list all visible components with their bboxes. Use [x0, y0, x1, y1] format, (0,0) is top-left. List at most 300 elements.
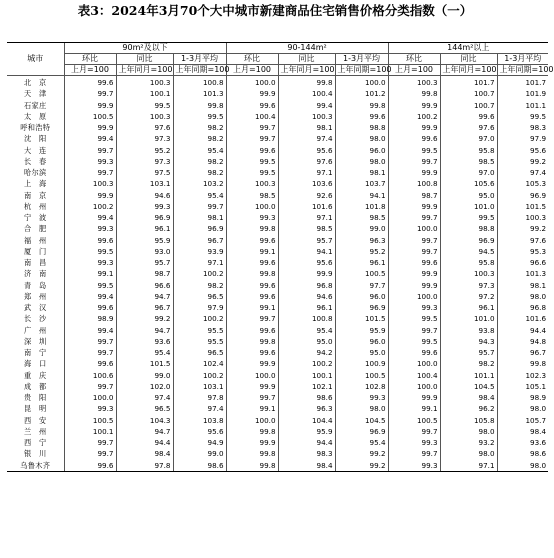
index-value-cell: 99.7: [64, 437, 116, 448]
city-name-cell: 武 汉: [24, 303, 47, 312]
index-value-cell: 100.9: [335, 358, 388, 369]
index-value-cell: 100.2: [173, 370, 226, 381]
city-name-cell: 宁 波: [24, 213, 47, 222]
base-header-prev-year-month: 上年同月=100: [440, 65, 497, 76]
index-value-cell: 97.1: [278, 167, 335, 178]
index-value-cell: 99.8: [226, 448, 278, 459]
group-header-large: 144m²以上: [388, 43, 548, 54]
index-value-cell: 101.3: [173, 88, 226, 99]
index-value-cell: 98.4: [116, 448, 173, 459]
index-value-cell: 94.8: [497, 336, 548, 347]
table-row: [7, 133, 548, 144]
city-name-cell: 深 圳: [24, 336, 47, 346]
index-value-cell: 95.4: [173, 190, 226, 201]
index-value-cell: 97.3: [440, 280, 497, 291]
index-value-cell: 103.1: [116, 178, 173, 189]
index-value-cell: 99.7: [226, 122, 278, 133]
index-value-cell: 92.6: [278, 190, 335, 201]
index-value-cell: 102.8: [335, 381, 388, 392]
index-value-cell: 96.8: [497, 302, 548, 313]
header-group-row: [7, 43, 548, 54]
table-row: [7, 280, 548, 291]
index-value-cell: 97.9: [497, 133, 548, 144]
table-row: [7, 358, 548, 369]
index-value-cell: 96.6: [497, 257, 548, 268]
index-value-cell: 99.1: [226, 246, 278, 257]
base-header-prev-year-period: 上年同期=100: [497, 65, 548, 76]
index-value-cell: 95.7: [116, 257, 173, 268]
index-value-cell: 99.6: [388, 257, 440, 268]
index-value-cell: 99.8: [173, 100, 226, 111]
index-value-cell: 99.6: [226, 280, 278, 291]
index-value-cell: 97.4: [173, 403, 226, 414]
index-value-cell: 101.5: [116, 358, 173, 369]
index-value-cell: 96.1: [278, 302, 335, 313]
index-value-cell: 101.6: [278, 201, 335, 212]
city-name-cell: 杭 州: [24, 201, 47, 211]
index-value-cell: 99.7: [64, 167, 116, 178]
header-sub-row: [7, 54, 548, 65]
index-value-cell: 97.0: [440, 133, 497, 144]
city-name-cell: 成 都: [24, 381, 47, 391]
index-value-cell: 100.2: [173, 313, 226, 324]
index-value-cell: 99.9: [388, 201, 440, 212]
city-name-cell: 昆 明: [24, 404, 47, 414]
index-value-cell: 99.5: [64, 280, 116, 291]
table-row: [7, 403, 548, 414]
index-value-cell: 98.6: [278, 392, 335, 403]
index-value-cell: 99.0: [173, 448, 226, 459]
index-value-cell: 101.0: [440, 201, 497, 212]
index-value-cell: 95.5: [173, 325, 226, 336]
index-value-cell: 93.9: [173, 246, 226, 257]
city-name-cell: 长 春: [24, 156, 47, 166]
base-header-prev-year-period: 上年同期=100: [173, 65, 226, 76]
index-value-cell: 96.9: [173, 223, 226, 234]
index-value-cell: 95.5: [173, 336, 226, 347]
index-value-cell: 104.3: [116, 415, 173, 426]
index-value-cell: 99.1: [226, 403, 278, 414]
table-row: [7, 223, 548, 234]
city-name-cell: 重 庆: [24, 370, 47, 380]
index-value-cell: 103.8: [173, 415, 226, 426]
city-name-cell: 银 川: [24, 449, 47, 459]
index-value-cell: 99.5: [388, 313, 440, 324]
index-value-cell: 98.9: [64, 313, 116, 324]
index-value-cell: 103.1: [173, 381, 226, 392]
index-value-cell: 98.5: [335, 212, 388, 223]
index-value-cell: 99.4: [64, 291, 116, 302]
index-value-cell: 96.7: [497, 347, 548, 358]
index-value-cell: 99.7: [226, 313, 278, 324]
index-value-cell: 96.8: [278, 280, 335, 291]
index-value-cell: 105.8: [440, 415, 497, 426]
index-value-cell: 99.4: [64, 325, 116, 336]
city-name-cell: 福 州: [24, 235, 47, 245]
index-value-cell: 101.1: [440, 370, 497, 381]
index-value-cell: 98.6: [173, 460, 226, 472]
table-row: [7, 88, 548, 99]
index-value-cell: 100.7: [440, 88, 497, 99]
city-name-cell: 厦 门: [24, 246, 47, 256]
base-header-prev-year-month: 上年同月=100: [116, 65, 173, 76]
index-value-cell: 100.1: [278, 370, 335, 381]
index-value-cell: 100.0: [388, 381, 440, 392]
index-value-cell: 105.1: [497, 381, 548, 392]
table-row: [7, 268, 548, 279]
index-value-cell: 99.3: [64, 156, 116, 167]
table-row: [7, 336, 548, 347]
index-value-cell: 94.6: [116, 190, 173, 201]
city-name-cell: 济 南: [24, 269, 47, 279]
table-row: [7, 145, 548, 156]
index-value-cell: 99.2: [335, 460, 388, 472]
city-name-cell: 南 京: [24, 190, 47, 200]
index-value-cell: 99.6: [440, 111, 497, 122]
index-value-cell: 99.6: [64, 76, 116, 89]
index-value-cell: 103.7: [335, 178, 388, 189]
index-value-cell: 97.1: [440, 460, 497, 472]
index-value-cell: 100.8: [173, 76, 226, 89]
table-row: [7, 381, 548, 392]
index-value-cell: 101.5: [497, 201, 548, 212]
table-row: [7, 212, 548, 223]
index-value-cell: 99.6: [226, 291, 278, 302]
index-value-cell: 99.6: [226, 257, 278, 268]
price-index-table: [7, 42, 554, 472]
index-value-cell: 96.1: [335, 257, 388, 268]
index-value-cell: 99.8: [278, 76, 335, 89]
index-value-cell: 99.8: [226, 426, 278, 437]
index-value-cell: 98.3: [278, 448, 335, 459]
index-value-cell: 95.4: [116, 347, 173, 358]
index-value-cell: 99.7: [388, 212, 440, 223]
index-value-cell: 104.5: [440, 381, 497, 392]
index-value-cell: 99.3: [64, 257, 116, 268]
group-header-small: 90m²及以下: [64, 43, 226, 54]
index-value-cell: 99.6: [64, 302, 116, 313]
index-value-cell: 97.8: [116, 460, 173, 472]
index-value-cell: 98.2: [173, 133, 226, 144]
index-value-cell: 96.7: [173, 235, 226, 246]
index-value-cell: 99.7: [226, 133, 278, 144]
index-value-cell: 99.6: [64, 460, 116, 472]
index-value-cell: 98.2: [173, 122, 226, 133]
sub-header-mom: 环比: [226, 54, 278, 65]
index-value-cell: 95.4: [335, 437, 388, 448]
index-value-cell: 95.7: [440, 347, 497, 358]
index-value-cell: 100.0: [335, 76, 388, 89]
index-value-cell: 101.5: [335, 313, 388, 324]
index-value-cell: 95.0: [278, 336, 335, 347]
table-row: [7, 178, 548, 189]
index-value-cell: 99.9: [64, 190, 116, 201]
index-value-cell: 101.1: [497, 100, 548, 111]
index-value-cell: 99.2: [335, 448, 388, 459]
index-value-cell: 93.8: [440, 325, 497, 336]
index-value-cell: 97.4: [497, 167, 548, 178]
city-name-cell: 青 岛: [24, 280, 47, 290]
index-value-cell: 97.3: [116, 133, 173, 144]
index-value-cell: 99.0: [335, 223, 388, 234]
index-value-cell: 98.0: [440, 448, 497, 459]
city-name-cell: 西 安: [24, 415, 47, 425]
index-value-cell: 100.3: [226, 178, 278, 189]
index-value-cell: 101.0: [440, 313, 497, 324]
index-value-cell: 99.6: [335, 111, 388, 122]
table-row: [7, 347, 548, 358]
sub-header-mom: 环比: [388, 54, 440, 65]
base-header-prev-month: 上月=100: [64, 65, 116, 76]
header-base-row: [7, 65, 548, 76]
index-value-cell: 99.6: [64, 358, 116, 369]
index-value-cell: 98.4: [440, 392, 497, 403]
sub-header-yoy: 同比: [440, 54, 497, 65]
index-value-cell: 99.6: [388, 347, 440, 358]
index-value-cell: 99.7: [388, 235, 440, 246]
index-value-cell: 93.6: [116, 336, 173, 347]
table-row: [7, 235, 548, 246]
base-header-prev-year-period: 上年同期=100: [335, 65, 388, 76]
table-body: [7, 76, 548, 472]
index-value-cell: 105.3: [497, 178, 548, 189]
index-value-cell: 101.7: [497, 76, 548, 89]
index-value-cell: 105.7: [497, 415, 548, 426]
index-value-cell: 99.9: [388, 392, 440, 403]
index-value-cell: 99.9: [226, 381, 278, 392]
sub-header-mom: 环比: [64, 54, 116, 65]
index-value-cell: 96.3: [278, 403, 335, 414]
index-value-cell: 97.7: [335, 280, 388, 291]
index-value-cell: 99.8: [226, 336, 278, 347]
index-value-cell: 98.1: [173, 212, 226, 223]
index-value-cell: 99.9: [64, 100, 116, 111]
index-value-cell: 98.3: [497, 122, 548, 133]
base-header-prev-month: 上月=100: [388, 65, 440, 76]
index-value-cell: 94.4: [497, 325, 548, 336]
index-value-cell: 99.6: [388, 133, 440, 144]
city-column-header: 城市: [7, 43, 64, 76]
index-value-cell: 99.2: [497, 223, 548, 234]
index-value-cell: 100.4: [278, 88, 335, 99]
index-value-cell: 99.6: [64, 235, 116, 246]
index-value-cell: 96.7: [116, 302, 173, 313]
index-value-cell: 95.0: [440, 190, 497, 201]
index-value-cell: 99.4: [278, 100, 335, 111]
index-value-cell: 99.3: [116, 201, 173, 212]
index-value-cell: 98.1: [497, 280, 548, 291]
table-row: [7, 370, 548, 381]
index-value-cell: 98.1: [278, 122, 335, 133]
index-value-cell: 99.7: [388, 156, 440, 167]
index-value-cell: 94.7: [116, 291, 173, 302]
city-name-cell: 南 昌: [24, 258, 47, 267]
index-value-cell: 100.3: [64, 178, 116, 189]
index-value-cell: 99.5: [388, 145, 440, 156]
index-value-cell: 94.1: [278, 246, 335, 257]
index-value-cell: 100.8: [278, 313, 335, 324]
index-value-cell: 99.6: [226, 347, 278, 358]
index-value-cell: 100.1: [116, 88, 173, 99]
index-value-cell: 95.2: [335, 246, 388, 257]
base-header-prev-year-month: 上年同月=100: [278, 65, 335, 76]
index-value-cell: 100.5: [335, 268, 388, 279]
index-value-cell: 101.7: [440, 76, 497, 89]
index-value-cell: 94.7: [116, 325, 173, 336]
index-value-cell: 96.9: [440, 235, 497, 246]
city-name-cell: 太 原: [24, 111, 47, 121]
index-value-cell: 99.8: [335, 100, 388, 111]
table-row: [7, 448, 548, 459]
index-value-cell: 99.7: [226, 392, 278, 403]
index-value-cell: 97.5: [116, 167, 173, 178]
city-name-cell: 天 津: [24, 89, 47, 99]
index-value-cell: 94.6: [278, 291, 335, 302]
index-value-cell: 99.6: [226, 145, 278, 156]
city-name-cell: 长 沙: [24, 314, 47, 324]
index-value-cell: 100.2: [173, 268, 226, 279]
city-name-cell: 沈 阳: [24, 134, 47, 144]
index-value-cell: 96.3: [335, 235, 388, 246]
index-value-cell: 99.6: [226, 325, 278, 336]
index-value-cell: 100.3: [116, 111, 173, 122]
index-value-cell: 99.4: [64, 212, 116, 223]
group-header-medium: 90-144m²: [226, 43, 388, 54]
index-value-cell: 98.7: [388, 190, 440, 201]
index-value-cell: 99.7: [388, 448, 440, 459]
index-value-cell: 95.9: [335, 325, 388, 336]
index-value-cell: 100.3: [278, 111, 335, 122]
index-value-cell: 99.3: [226, 212, 278, 223]
index-value-cell: 98.4: [497, 426, 548, 437]
city-name-cell: 大 连: [24, 145, 47, 155]
index-value-cell: 100.6: [64, 370, 116, 381]
sub-header-avg: 1-3月平均: [173, 54, 226, 65]
index-value-cell: 95.3: [497, 246, 548, 257]
index-value-cell: 100.2: [64, 201, 116, 212]
index-value-cell: 100.2: [388, 111, 440, 122]
index-value-cell: 99.5: [497, 111, 548, 122]
index-value-cell: 100.8: [388, 178, 440, 189]
index-value-cell: 99.5: [226, 156, 278, 167]
index-value-cell: 99.7: [173, 201, 226, 212]
index-value-cell: 102.4: [173, 358, 226, 369]
index-value-cell: 100.7: [440, 100, 497, 111]
index-value-cell: 95.6: [173, 426, 226, 437]
index-value-cell: 98.0: [335, 156, 388, 167]
index-value-cell: 95.2: [116, 145, 173, 156]
base-header-prev-month: 上月=100: [226, 65, 278, 76]
index-value-cell: 94.3: [440, 336, 497, 347]
index-value-cell: 96.6: [116, 280, 173, 291]
index-value-cell: 98.0: [497, 403, 548, 414]
index-value-cell: 99.9: [226, 437, 278, 448]
index-value-cell: 95.8: [440, 145, 497, 156]
index-value-cell: 98.4: [278, 460, 335, 472]
index-value-cell: 99.3: [388, 437, 440, 448]
index-value-cell: 97.2: [440, 291, 497, 302]
index-value-cell: 101.8: [335, 201, 388, 212]
sub-header-avg: 1-3月平均: [497, 54, 548, 65]
index-value-cell: 99.2: [116, 313, 173, 324]
sub-header-avg: 1-3月平均: [335, 54, 388, 65]
index-value-cell: 97.4: [116, 392, 173, 403]
index-value-cell: 99.5: [173, 111, 226, 122]
table-row: [7, 111, 548, 122]
index-value-cell: 93.0: [116, 246, 173, 257]
table-row: [7, 437, 548, 448]
index-value-cell: 96.1: [116, 223, 173, 234]
index-value-cell: 96.0: [335, 336, 388, 347]
index-value-cell: 98.1: [335, 167, 388, 178]
index-value-cell: 99.8: [388, 88, 440, 99]
index-value-cell: 99.9: [388, 100, 440, 111]
index-value-cell: 99.4: [64, 133, 116, 144]
index-value-cell: 99.3: [388, 460, 440, 472]
index-value-cell: 99.5: [440, 212, 497, 223]
index-value-cell: 97.6: [497, 235, 548, 246]
index-value-cell: 99.3: [335, 392, 388, 403]
table-row: [7, 167, 548, 178]
table-row: [7, 156, 548, 167]
index-value-cell: 96.0: [335, 291, 388, 302]
index-value-cell: 102.3: [497, 370, 548, 381]
index-value-cell: 95.4: [278, 325, 335, 336]
table-row: [7, 426, 548, 437]
index-value-cell: 100.5: [388, 415, 440, 426]
index-value-cell: 97.6: [440, 122, 497, 133]
index-value-cell: 100.5: [64, 415, 116, 426]
table-row: [7, 76, 548, 89]
city-name-cell: 兰 州: [24, 426, 47, 436]
index-value-cell: 98.2: [173, 280, 226, 291]
index-value-cell: 96.2: [440, 403, 497, 414]
city-name-cell: 南 宁: [24, 348, 47, 357]
index-value-cell: 99.2: [497, 156, 548, 167]
index-value-cell: 100.3: [116, 76, 173, 89]
index-value-cell: 99.7: [64, 448, 116, 459]
index-value-cell: 97.9: [173, 302, 226, 313]
index-value-cell: 99.3: [64, 223, 116, 234]
city-name-cell: 石家庄: [24, 100, 47, 110]
index-value-cell: 101.3: [497, 268, 548, 279]
index-value-cell: 95.6: [497, 145, 548, 156]
index-value-cell: 97.4: [278, 133, 335, 144]
index-value-cell: 99.9: [388, 167, 440, 178]
index-value-cell: 97.3: [116, 156, 173, 167]
city-name-cell: 乌鲁木齐: [7, 460, 64, 472]
index-value-cell: 100.0: [226, 76, 278, 89]
index-value-cell: 94.9: [173, 437, 226, 448]
index-value-cell: 100.0: [388, 358, 440, 369]
index-value-cell: 99.5: [64, 246, 116, 257]
sub-header-yoy: 同比: [278, 54, 335, 65]
index-value-cell: 99.1: [226, 302, 278, 313]
index-value-cell: 101.6: [497, 313, 548, 324]
index-value-cell: 99.8: [226, 268, 278, 279]
index-value-cell: 101.9: [497, 88, 548, 99]
sub-header-yoy: 同比: [116, 54, 173, 65]
index-value-cell: 99.9: [226, 358, 278, 369]
index-value-cell: 100.2: [278, 358, 335, 369]
index-value-cell: 99.7: [64, 381, 116, 392]
table-row: [7, 122, 548, 133]
index-value-cell: 96.0: [335, 145, 388, 156]
index-value-cell: 97.6: [278, 156, 335, 167]
index-value-cell: 99.3: [64, 403, 116, 414]
index-value-cell: 102.1: [278, 381, 335, 392]
index-value-cell: 98.0: [497, 291, 548, 302]
